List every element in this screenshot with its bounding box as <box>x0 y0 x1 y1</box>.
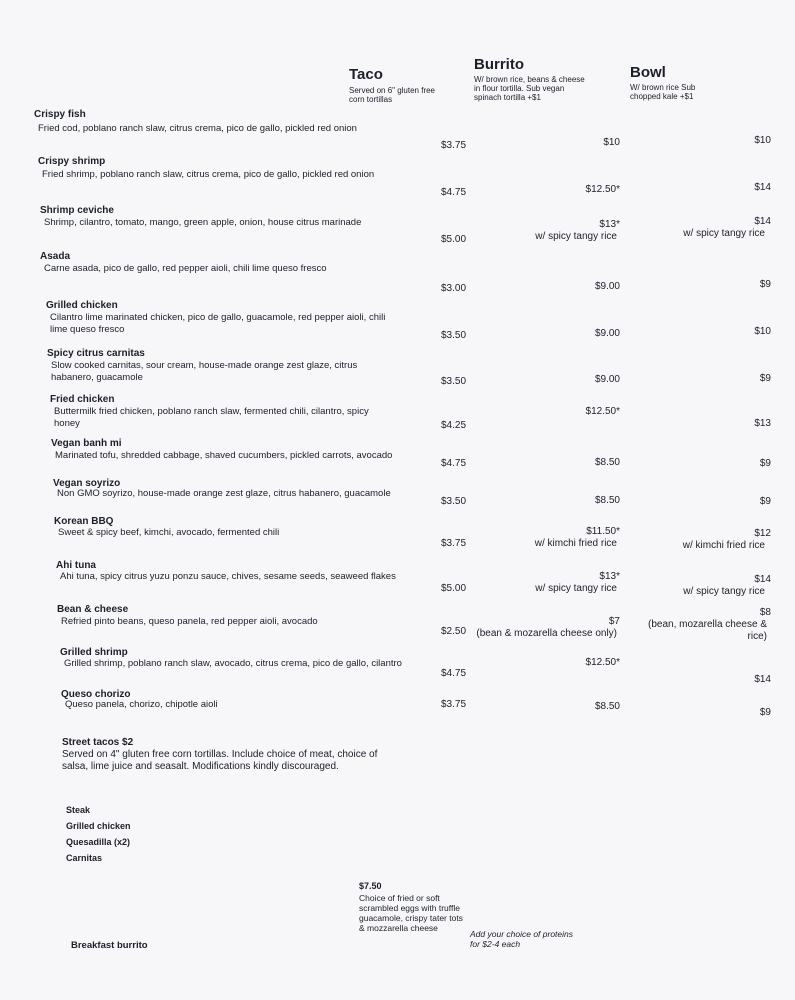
burrito-price: $13* <box>599 571 620 582</box>
bowl-price: $9 <box>759 279 771 290</box>
taco-price: $4.75 <box>441 668 467 679</box>
burrito-price: $7 <box>608 616 620 627</box>
bowl-price: $12 <box>754 528 771 539</box>
item-name: Grilled chicken <box>46 300 118 311</box>
item-name: Crispy shrimp <box>38 156 106 167</box>
bowl-price: $14 <box>754 182 771 193</box>
item-desc: Ahi tuna, spicy citrus yuzu ponzu sauce, chives, sesame seeds, seaweed flakes <box>60 571 396 582</box>
bowl-header-sub: W/ brown rice Sub chopped kale +$1 <box>630 83 696 101</box>
burrito-header: Burrito <box>474 56 524 73</box>
burrito-note: w/ spicy tangy rice <box>535 231 617 242</box>
item-name: Shrimp ceviche <box>40 205 114 216</box>
taco-price: $2.50 <box>441 626 467 637</box>
breakfast-add-proteins: Add your choice of proteins for $2-4 each <box>470 929 574 949</box>
taco-price: $4.75 <box>441 458 467 469</box>
item-name: Crispy fish <box>34 109 86 120</box>
street-meat-item: Steak <box>66 805 91 815</box>
burrito-price: $8.50 <box>594 457 620 468</box>
item-name: Asada <box>40 251 71 262</box>
taco-price: $5.00 <box>441 583 467 594</box>
taco-header: Taco <box>349 66 383 83</box>
bowl-header: Bowl <box>630 64 666 81</box>
item-name: Spicy citrus carnitas <box>47 348 145 359</box>
item-name: Queso chorizo <box>61 689 131 700</box>
taco-price: $5.00 <box>441 234 467 245</box>
item-desc: Marinated tofu, shredded cabbage, shaved cucumbers, pickled carrots, avocado <box>55 450 393 461</box>
burrito-price: $11.50* <box>586 526 620 537</box>
bowl-price: $9 <box>759 707 771 718</box>
taco-price: $3.75 <box>441 140 467 151</box>
bowl-price: $10 <box>754 135 771 146</box>
taco-price: $3.50 <box>441 496 467 507</box>
bowl-price: $9 <box>759 458 771 469</box>
burrito-price: $12.50* <box>585 657 620 668</box>
bowl-note: w/ spicy tangy rice <box>683 228 765 239</box>
burrito-price: $8.50 <box>594 701 620 712</box>
taco-price: $4.75 <box>441 187 467 198</box>
item-desc: Non GMO soyrizo, house-made orange zest glaze, citrus habanero, guacamole <box>57 488 391 499</box>
bowl-price: $10 <box>754 326 771 337</box>
item-desc: Carne asada, pico de gallo, red pepper aioli, chili lime queso fresco <box>44 263 327 274</box>
bowl-price: $8 <box>759 607 771 618</box>
bowl-price: $9 <box>759 496 771 507</box>
item-desc: Fried cod, poblano ranch slaw, citrus crema, pico de gallo, pickled red onion <box>38 123 357 134</box>
burrito-note: w/ spicy tangy rice <box>535 583 617 594</box>
taco-price: $3.50 <box>441 376 467 387</box>
burrito-note: w/ kimchi fried rice <box>534 538 617 549</box>
burrito-price: $9.00 <box>594 374 620 385</box>
bowl-price: $14 <box>754 674 771 685</box>
item-name: Grilled shrimp <box>60 647 128 658</box>
item-name: Vegan soyrizo <box>53 478 121 489</box>
street-meat-item: Grilled chicken <box>66 821 131 831</box>
bowl-note: w/ kimchi fried rice <box>682 540 765 551</box>
burrito-price: $9.00 <box>594 328 620 339</box>
burrito-price: $10 <box>603 137 620 148</box>
burrito-header-sub: W/ brown rice, beans & cheese in flour tortilla. Sub vegan spinach tortilla +$1 <box>474 75 585 102</box>
street-tacos-title: Street tacos $2 <box>62 737 134 748</box>
bowl-price: $13 <box>754 418 771 429</box>
item-desc: Sweet & spicy beef, kimchi, avocado, fermented chili <box>58 527 280 538</box>
item-name: Vegan banh mi <box>51 438 122 449</box>
item-name: Bean & cheese <box>57 604 129 615</box>
item-desc: Refried pinto beans, queso panela, red pepper aioli, avocado <box>61 616 318 627</box>
breakfast-name: Breakfast burrito <box>71 940 148 951</box>
burrito-price: $8.50 <box>594 495 620 506</box>
burrito-note: (bean & mozarella cheese only) <box>476 628 617 639</box>
street-tacos-desc: Served on 4" gluten free corn tortillas. Include choice of meat, choice of salsa, lime juice and seasalt. Modifications kindly discouraged. <box>62 749 378 772</box>
bowl-price: $9 <box>759 373 771 384</box>
bowl-note: w/ spicy tangy rice <box>683 586 765 597</box>
item-name: Fried chicken <box>50 394 115 405</box>
breakfast-desc: Choice of fried or soft scrambled eggs with truffle guacamole, crispy tater tots & mozzarella cheese <box>359 893 463 933</box>
bowl-note: (bean, mozarella cheese & rice) <box>648 619 767 642</box>
taco-price: $3.75 <box>441 699 467 710</box>
burrito-price: $13* <box>599 219 620 230</box>
item-desc: Queso panela, chorizo, chipotle aioli <box>65 699 218 710</box>
item-desc: Grilled shrimp, poblano ranch slaw, avocado, citrus crema, pico de gallo, cilantro <box>64 658 402 669</box>
item-desc: Cilantro lime marinated chicken, pico de gallo, guacamole, red pepper aioli, chili lime queso fresco <box>50 312 386 335</box>
item-desc: Slow cooked carnitas, sour cream, house-made orange zest glaze, citrus habanero, guacamole <box>51 360 358 383</box>
taco-price: $3.75 <box>441 538 467 549</box>
bowl-price: $14 <box>754 574 771 585</box>
breakfast-price: $7.50 <box>359 881 382 891</box>
taco-header-sub: Served on 6" gluten free corn tortillas <box>349 86 436 104</box>
burrito-price: $9.00 <box>594 281 620 292</box>
item-desc: Fried shrimp, poblano ranch slaw, citrus crema, pico de gallo, pickled red onion <box>42 169 375 180</box>
bowl-price: $14 <box>754 216 771 227</box>
item-desc: Buttermilk fried chicken, poblano ranch slaw, fermented chili, cilantro, spicy honey <box>54 406 369 429</box>
burrito-price: $12.50* <box>585 406 620 417</box>
street-meat-item: Carnitas <box>66 853 103 863</box>
item-name: Korean BBQ <box>54 516 114 527</box>
item-name: Ahi tuna <box>56 560 96 571</box>
item-desc: Shrimp, cilantro, tomato, mango, green apple, onion, house citrus marinade <box>44 217 362 228</box>
street-meat-item: Quesadilla (x2) <box>66 837 131 847</box>
taco-price: $3.50 <box>441 330 467 341</box>
taco-price: $4.25 <box>441 420 467 431</box>
taco-price: $3.00 <box>441 283 467 294</box>
burrito-price: $12.50* <box>585 184 620 195</box>
